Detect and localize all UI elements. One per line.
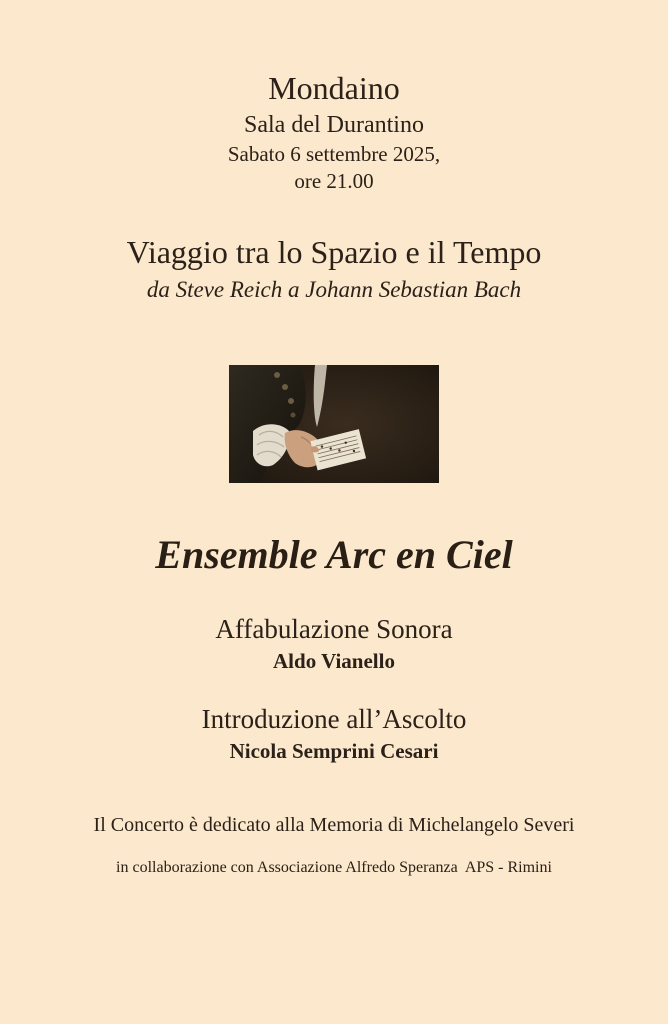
program-title: Viaggio tra lo Spazio e il Tempo (126, 234, 542, 270)
credit-role: Introduzione all’Ascolto (201, 704, 467, 734)
event-time: ore 21.00 (294, 169, 374, 193)
credit-name: Aldo Vianello (273, 649, 395, 673)
collaboration-text: in collaborazione con Associazione Alfredo Speranza APS - Rimini (116, 859, 552, 876)
credit-name: Nicola Semprini Cesari (229, 739, 439, 763)
credit-role: Affabulazione Sonora (215, 614, 453, 644)
program-subtitle: da Steve Reich a Johann Sebastian Bach (146, 277, 522, 302)
venue-name: Sala del Durantino (244, 112, 424, 138)
event-date: Sabato 6 settembre 2025, (227, 142, 441, 166)
portrait-hand-holding-score-icon (229, 365, 439, 483)
portrait-painting (229, 365, 439, 483)
ensemble-name: Ensemble Arc en Ciel (155, 532, 513, 577)
town-name: Mondaino (268, 70, 400, 106)
dedication-text: Il Concerto è dedicato alla Memoria di Michelangelo Severi (93, 814, 575, 836)
